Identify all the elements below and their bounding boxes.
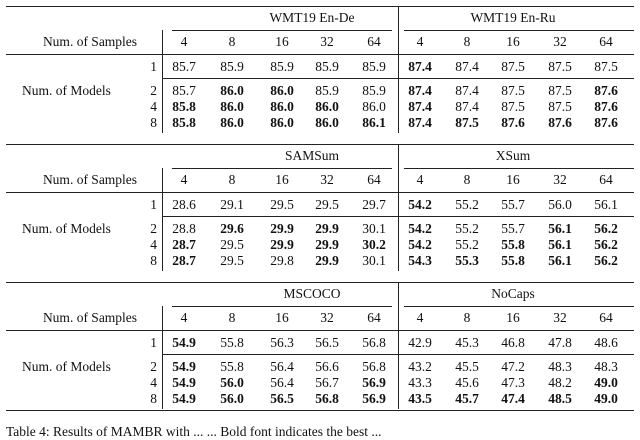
table-cell: 48.5 bbox=[548, 391, 572, 406]
sample-count: 64 bbox=[599, 34, 613, 49]
table-cell: 49.0 bbox=[594, 375, 618, 390]
table-cell: 85.7 bbox=[172, 83, 196, 98]
table-cell: 42.9 bbox=[408, 335, 432, 350]
table-cell: 29.5 bbox=[270, 197, 294, 212]
sample-count: 64 bbox=[599, 172, 613, 187]
dataset-divider bbox=[398, 6, 399, 133]
table-cell: 54.9 bbox=[172, 391, 196, 406]
table-cell: 47.4 bbox=[501, 391, 525, 406]
header-rule bbox=[6, 54, 634, 55]
sample-count: 4 bbox=[416, 310, 424, 325]
sample-count: 32 bbox=[320, 34, 334, 49]
sample-count: 4 bbox=[416, 172, 424, 187]
sample-count: 8 bbox=[463, 310, 471, 325]
table-cell: 56.1 bbox=[594, 197, 618, 212]
table-cell: 85.9 bbox=[362, 83, 386, 98]
sample-count: 4 bbox=[180, 310, 188, 325]
sample-count: 32 bbox=[553, 34, 567, 49]
table-cell: 87.6 bbox=[594, 115, 618, 130]
sample-count: 16 bbox=[506, 172, 520, 187]
table-cell: 85.9 bbox=[315, 83, 339, 98]
models-label: Num. of Models bbox=[22, 83, 111, 98]
table-cell: 86.0 bbox=[220, 83, 244, 98]
table-cell: 87.6 bbox=[594, 99, 618, 114]
sample-count: 64 bbox=[367, 34, 381, 49]
table-cell: 56.0 bbox=[220, 375, 244, 390]
table-cell: 87.4 bbox=[455, 99, 479, 114]
table-cell: 55.7 bbox=[501, 197, 525, 212]
header-rule bbox=[6, 330, 634, 331]
table-cell: 56.9 bbox=[362, 375, 386, 390]
model-count: 2 bbox=[150, 359, 157, 374]
model-count: 2 bbox=[150, 83, 157, 98]
table-cell: 28.8 bbox=[172, 221, 196, 236]
dataset-rule bbox=[172, 168, 392, 169]
sample-count: 8 bbox=[228, 310, 236, 325]
table-cell: 86.0 bbox=[315, 115, 339, 130]
table-cell: 55.7 bbox=[501, 221, 525, 236]
table-cell: 29.1 bbox=[220, 197, 244, 212]
table-cell: 86.1 bbox=[362, 115, 386, 130]
table-cell: 87.4 bbox=[408, 83, 432, 98]
dataset-header: NoCaps bbox=[491, 286, 535, 301]
table-cell: 45.5 bbox=[455, 359, 479, 374]
model-col-divider bbox=[162, 30, 163, 133]
dataset-divider bbox=[398, 144, 399, 271]
sample-count: 4 bbox=[180, 34, 188, 49]
dataset-header: XSum bbox=[495, 148, 531, 163]
sample-count: 16 bbox=[275, 34, 289, 49]
dataset-divider bbox=[398, 282, 399, 409]
sample-count: 64 bbox=[367, 310, 381, 325]
table-cell: 56.4 bbox=[270, 375, 294, 390]
table-cell: 43.2 bbox=[408, 359, 432, 374]
model-count: 4 bbox=[150, 99, 157, 114]
table-cell: 87.5 bbox=[501, 99, 525, 114]
table-cell: 85.8 bbox=[172, 115, 196, 130]
dataset-rule bbox=[404, 168, 634, 169]
table-cell: 87.5 bbox=[501, 83, 525, 98]
table-cell: 29.9 bbox=[270, 221, 294, 236]
table-cell: 28.6 bbox=[172, 197, 196, 212]
table-cell: 54.2 bbox=[408, 237, 432, 252]
table-cell: 28.7 bbox=[172, 237, 196, 252]
table-cell: 54.3 bbox=[408, 253, 432, 268]
table-cell: 56.7 bbox=[315, 375, 339, 390]
table-cell: 56.1 bbox=[548, 237, 572, 252]
sample-count: 16 bbox=[506, 34, 520, 49]
table-cell: 55.8 bbox=[220, 335, 244, 350]
table-cell: 28.7 bbox=[172, 253, 196, 268]
models-label: Num. of Models bbox=[22, 221, 111, 236]
block-top-rule bbox=[6, 6, 634, 7]
model-count: 8 bbox=[150, 253, 157, 268]
table-cell: 29.9 bbox=[315, 253, 339, 268]
table-cell: 55.8 bbox=[501, 237, 525, 252]
model-count: 1 bbox=[150, 59, 157, 74]
model-count: 2 bbox=[150, 221, 157, 236]
dataset-rule bbox=[172, 30, 392, 31]
table-cell: 55.8 bbox=[501, 253, 525, 268]
table-cell: 87.5 bbox=[501, 59, 525, 74]
table-cell: 29.5 bbox=[220, 253, 244, 268]
model-count: 4 bbox=[150, 375, 157, 390]
table-cell: 87.6 bbox=[501, 115, 525, 130]
model-count: 1 bbox=[150, 197, 157, 212]
table-cell: 29.8 bbox=[270, 253, 294, 268]
table-cell: 43.3 bbox=[408, 375, 432, 390]
table-cell: 54.9 bbox=[172, 375, 196, 390]
table-cell: 85.9 bbox=[362, 59, 386, 74]
table-cell: 45.6 bbox=[455, 375, 479, 390]
table-cell: 86.0 bbox=[270, 99, 294, 114]
table-cell: 45.3 bbox=[455, 335, 479, 350]
dataset-header: MSCOCO bbox=[283, 286, 341, 301]
sample-count: 32 bbox=[320, 172, 334, 187]
table-cell: 55.2 bbox=[455, 197, 479, 212]
model-count: 4 bbox=[150, 237, 157, 252]
table-cell: 30.2 bbox=[362, 237, 386, 252]
sample-count: 64 bbox=[599, 310, 613, 325]
table-cell: 87.4 bbox=[455, 83, 479, 98]
table-bottom-rule bbox=[6, 410, 634, 411]
table-cell: 56.5 bbox=[270, 391, 294, 406]
table-cell: 85.9 bbox=[220, 59, 244, 74]
table-cell: 55.2 bbox=[455, 221, 479, 236]
table-cell: 87.5 bbox=[548, 99, 572, 114]
sample-count: 4 bbox=[180, 172, 188, 187]
table-cell: 56.1 bbox=[548, 221, 572, 236]
samples-label: Num. of Samples bbox=[42, 34, 138, 49]
table-cell: 86.0 bbox=[220, 99, 244, 114]
table-cell: 49.0 bbox=[594, 391, 618, 406]
table-cell: 56.8 bbox=[315, 391, 339, 406]
table-cell: 55.2 bbox=[455, 237, 479, 252]
sample-count: 32 bbox=[320, 310, 334, 325]
dataset-header: SAMSum bbox=[284, 148, 340, 163]
table-cell: 56.2 bbox=[594, 253, 618, 268]
dataset-header: WMT19 En-De bbox=[269, 10, 355, 25]
table-cell: 56.8 bbox=[362, 335, 386, 350]
table-cell: 56.2 bbox=[594, 221, 618, 236]
table-cell: 46.8 bbox=[501, 335, 525, 350]
table-cell: 56.6 bbox=[315, 359, 339, 374]
table-cell: 87.6 bbox=[594, 83, 618, 98]
table-cell: 48.3 bbox=[548, 359, 572, 374]
sample-count: 16 bbox=[275, 172, 289, 187]
model-count: 8 bbox=[150, 391, 157, 406]
table-cell: 29.9 bbox=[270, 237, 294, 252]
sample-count: 8 bbox=[463, 172, 471, 187]
table-cell: 48.6 bbox=[594, 335, 618, 350]
dataset-rule bbox=[404, 30, 634, 31]
table-cell: 55.3 bbox=[455, 253, 479, 268]
dataset-header: WMT19 En-Ru bbox=[470, 10, 556, 25]
table-cell: 87.6 bbox=[548, 115, 572, 130]
table-cell: 87.5 bbox=[455, 115, 479, 130]
table-cell: 43.5 bbox=[408, 391, 432, 406]
table-cell: 56.3 bbox=[270, 335, 294, 350]
table-cell: 48.3 bbox=[594, 359, 618, 374]
table-cell: 29.7 bbox=[362, 197, 386, 212]
samples-label: Num. of Samples bbox=[42, 172, 138, 187]
table-cell: 54.2 bbox=[408, 197, 432, 212]
table-cell: 86.0 bbox=[362, 99, 386, 114]
table-cell: 87.5 bbox=[548, 59, 572, 74]
table-cell: 85.7 bbox=[172, 59, 196, 74]
table-cell: 87.4 bbox=[408, 115, 432, 130]
table-cell: 56.4 bbox=[270, 359, 294, 374]
sample-count: 16 bbox=[506, 310, 520, 325]
table-cell: 56.0 bbox=[548, 197, 572, 212]
model-col-divider bbox=[162, 168, 163, 271]
sample-count: 4 bbox=[416, 34, 424, 49]
table-cell: 48.2 bbox=[548, 375, 572, 390]
dataset-rule bbox=[404, 306, 634, 307]
table-cell: 29.5 bbox=[220, 237, 244, 252]
sample-count: 8 bbox=[463, 34, 471, 49]
table-cell: 85.9 bbox=[315, 59, 339, 74]
header-rule bbox=[6, 192, 634, 193]
table-cell: 45.7 bbox=[455, 391, 479, 406]
table-cell: 86.0 bbox=[220, 115, 244, 130]
table-cell: 54.9 bbox=[172, 335, 196, 350]
table-cell: 56.1 bbox=[548, 253, 572, 268]
table-cell: 47.8 bbox=[548, 335, 572, 350]
table-cell: 86.0 bbox=[270, 83, 294, 98]
sample-count: 8 bbox=[228, 34, 236, 49]
sample-count: 32 bbox=[553, 172, 567, 187]
table-cell: 56.0 bbox=[220, 391, 244, 406]
table-cell: 30.1 bbox=[362, 253, 386, 268]
sample-count: 64 bbox=[367, 172, 381, 187]
sample-count: 8 bbox=[228, 172, 236, 187]
table-cell: 56.5 bbox=[315, 335, 339, 350]
table-cell: 87.5 bbox=[548, 83, 572, 98]
block-top-rule bbox=[6, 144, 634, 145]
table-cell: 29.9 bbox=[315, 221, 339, 236]
table-cell: 47.2 bbox=[501, 359, 525, 374]
table-cell: 87.4 bbox=[408, 59, 432, 74]
table-cell: 56.8 bbox=[362, 359, 386, 374]
table-cell: 85.9 bbox=[270, 59, 294, 74]
models-label: Num. of Models bbox=[22, 359, 111, 374]
table-cell: 85.8 bbox=[172, 99, 196, 114]
table-cell: 54.2 bbox=[408, 221, 432, 236]
table-cell: 29.6 bbox=[220, 221, 244, 236]
table-cell: 54.9 bbox=[172, 359, 196, 374]
table-cell: 29.9 bbox=[315, 237, 339, 252]
sample-count: 16 bbox=[275, 310, 289, 325]
table-cell: 56.9 bbox=[362, 391, 386, 406]
model-count: 1 bbox=[150, 335, 157, 350]
table-caption: Table 4: Results of MAMBR with ... ... Bold font indicates the best ... bbox=[6, 424, 382, 439]
table-cell: 87.5 bbox=[594, 59, 618, 74]
dataset-rule bbox=[172, 306, 392, 307]
table-cell: 87.4 bbox=[408, 99, 432, 114]
table-cell: 55.8 bbox=[220, 359, 244, 374]
table-cell: 30.1 bbox=[362, 221, 386, 236]
block-top-rule bbox=[6, 282, 634, 283]
table-cell: 29.5 bbox=[315, 197, 339, 212]
table-cell: 47.3 bbox=[501, 375, 525, 390]
table-cell: 87.4 bbox=[455, 59, 479, 74]
model-col-divider bbox=[162, 306, 163, 409]
table-cell: 86.0 bbox=[270, 115, 294, 130]
table-cell: 56.2 bbox=[594, 237, 618, 252]
samples-label: Num. of Samples bbox=[42, 310, 138, 325]
table-cell: 86.0 bbox=[315, 99, 339, 114]
sample-count: 32 bbox=[553, 310, 567, 325]
model-count: 8 bbox=[150, 115, 157, 130]
